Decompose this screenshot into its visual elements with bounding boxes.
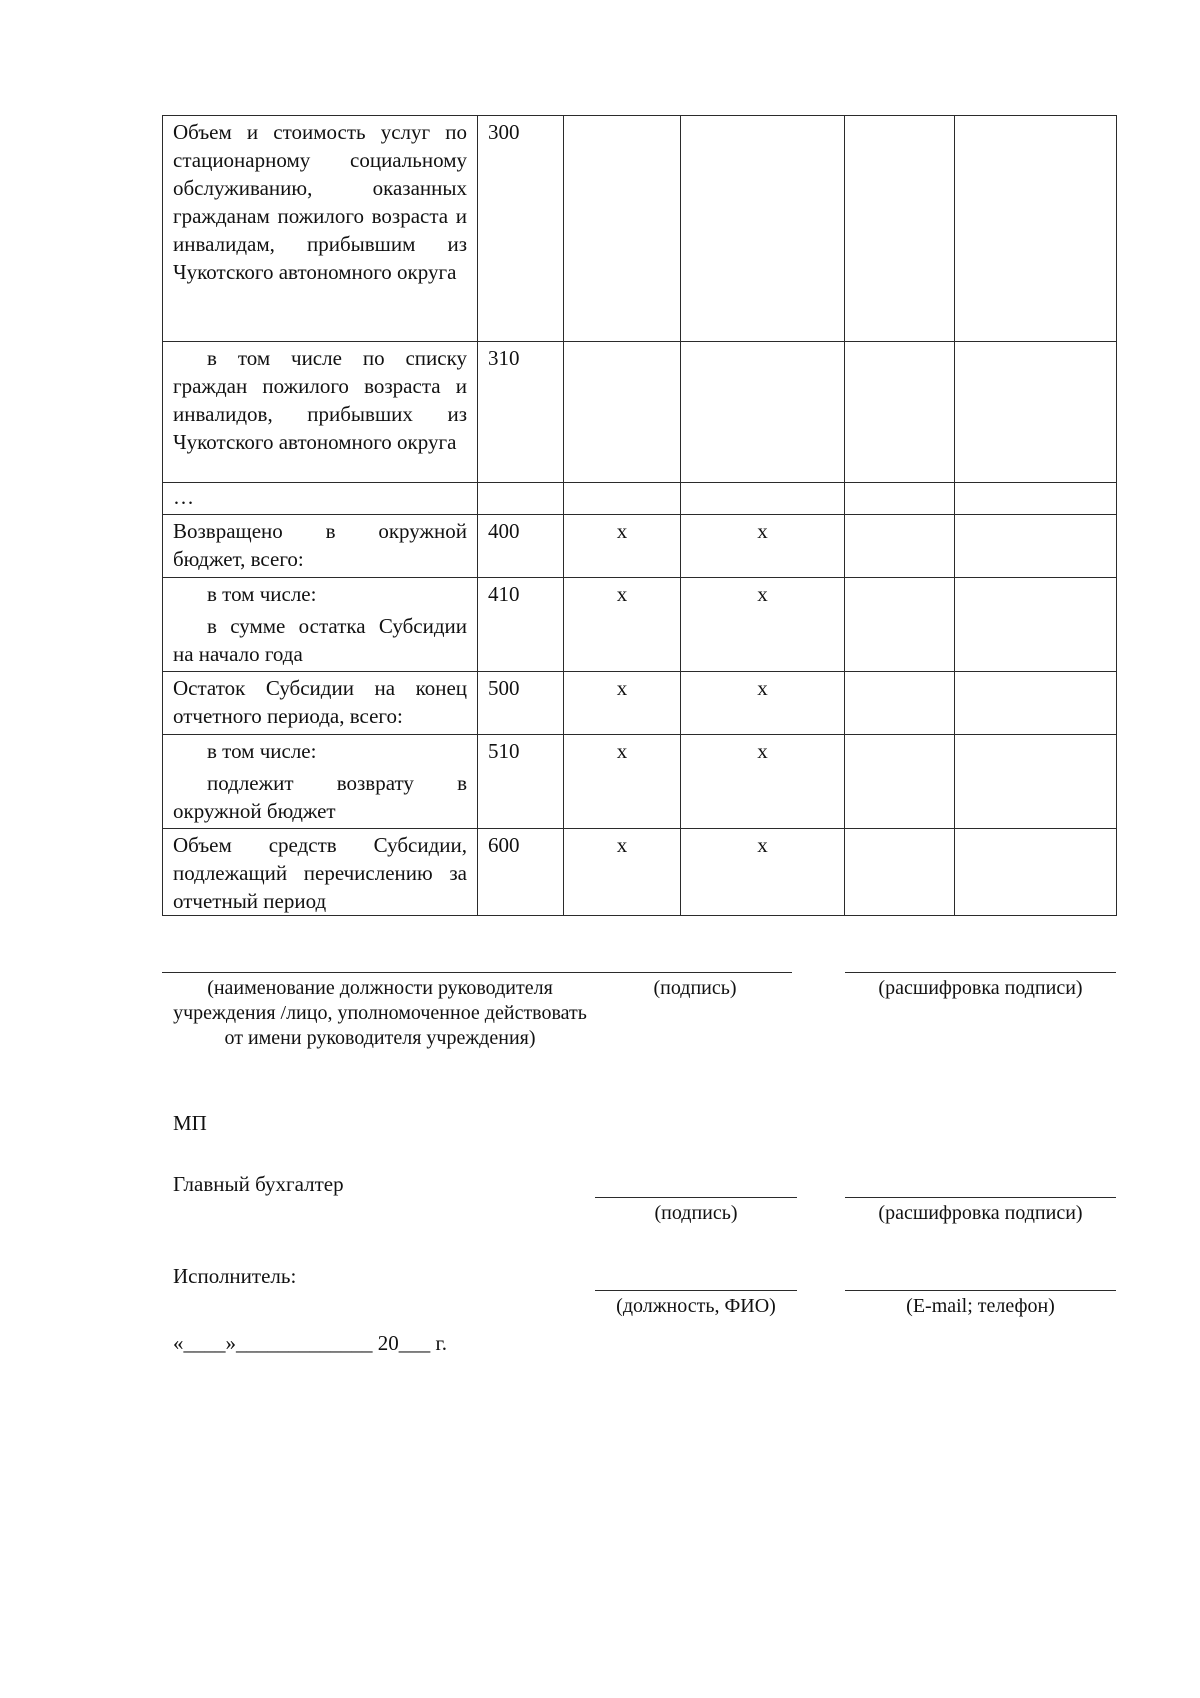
cell <box>845 483 955 515</box>
cell <box>955 672 1117 735</box>
row-code: 310 <box>478 342 564 483</box>
cell <box>681 483 845 515</box>
cell <box>681 116 845 342</box>
executor-contact-caption: (E-mail; телефон) <box>906 1295 1055 1317</box>
cell <box>564 483 681 515</box>
row-label-part: в сумме остатка Субсидии на начало года <box>173 614 467 666</box>
row-label: в том числе по списку граждан пожилого возраста и инвалидов, прибывших из Чукотского автономного округа <box>163 342 478 483</box>
row-label: Возвращено в окружной бюджет, всего: <box>163 515 478 578</box>
executor-position-caption: (должность, ФИО) <box>616 1295 776 1317</box>
table-row <box>163 735 1117 829</box>
row-label <box>163 578 478 672</box>
report-table <box>162 115 1117 916</box>
row-code: 500 <box>478 672 564 735</box>
table-row <box>163 116 1117 342</box>
executor-contact-line[interactable] <box>845 1290 1116 1291</box>
stamp-label: МП <box>173 1111 207 1135</box>
executor-label: Исполнитель: <box>173 1264 297 1288</box>
row-label: Объем средств Субсидии, подлежащий перечислению за отчетный период <box>163 829 478 916</box>
cell: x <box>681 829 845 916</box>
table-row <box>163 483 1117 515</box>
table-row <box>163 578 1117 672</box>
accountant-decode-caption: (расшифровка подписи) <box>878 1202 1083 1224</box>
cell: x <box>681 515 845 578</box>
table-row <box>163 672 1117 735</box>
accountant-decode-line[interactable] <box>845 1197 1116 1198</box>
cell: x <box>564 829 681 916</box>
cell: x <box>564 515 681 578</box>
cell: x <box>564 578 681 672</box>
cell <box>845 735 955 829</box>
chief-accountant-label: Главный бухгалтер <box>173 1172 344 1196</box>
row-code: 600 <box>478 829 564 916</box>
row-code: 510 <box>478 735 564 829</box>
cell <box>955 116 1117 342</box>
table-row <box>163 829 1117 916</box>
row-label: Объем и стоимость услуг по стационарному социальному обслуживанию, оказанных гражданам пожилого возраста и инвалидам, прибывшим из Чукотского автономного округа <box>163 116 478 342</box>
head-signature-caption: (подпись) <box>653 977 737 999</box>
cell <box>845 515 955 578</box>
accountant-signature-caption: (подпись) <box>654 1202 738 1224</box>
cell: x <box>681 735 845 829</box>
accountant-signature-line[interactable] <box>595 1197 797 1198</box>
row-code: 300 <box>478 116 564 342</box>
cell <box>955 829 1117 916</box>
cell <box>845 342 955 483</box>
executor-position-line[interactable] <box>595 1290 797 1291</box>
head-position-line[interactable] <box>162 972 792 973</box>
cell <box>955 735 1117 829</box>
cell <box>845 672 955 735</box>
cell <box>955 342 1117 483</box>
cell: x <box>681 578 845 672</box>
row-label: … <box>163 483 478 515</box>
row-label: Остаток Субсидии на конец отчетного периода, всего: <box>163 672 478 735</box>
head-position-caption: (наименование должности руководителя учреждения /лицо, уполномоченное действовать от имени руководителя учреждения) <box>173 977 587 1049</box>
row-label-part: подлежит возврату в окружной бюджет <box>173 771 467 823</box>
cell <box>845 829 955 916</box>
table-row <box>163 342 1117 483</box>
cell <box>955 515 1117 578</box>
cell <box>845 116 955 342</box>
cell <box>564 342 681 483</box>
row-label-part: в том числе: <box>207 739 317 763</box>
table-row <box>163 515 1117 578</box>
cell <box>564 116 681 342</box>
cell: x <box>564 672 681 735</box>
cell <box>955 483 1117 515</box>
cell: x <box>564 735 681 829</box>
cell: x <box>681 672 845 735</box>
cell <box>845 578 955 672</box>
row-label-part: в том числе: <box>207 582 317 606</box>
head-decode-line[interactable] <box>845 972 1116 973</box>
date-line[interactable]: «____»_____________ 20___ г. <box>173 1331 447 1355</box>
cell <box>955 578 1117 672</box>
cell <box>681 342 845 483</box>
row-code: 410 <box>478 578 564 672</box>
row-code: 400 <box>478 515 564 578</box>
row-label <box>163 735 478 829</box>
row-code <box>478 483 564 515</box>
head-decode-caption: (расшифровка подписи) <box>878 977 1083 999</box>
